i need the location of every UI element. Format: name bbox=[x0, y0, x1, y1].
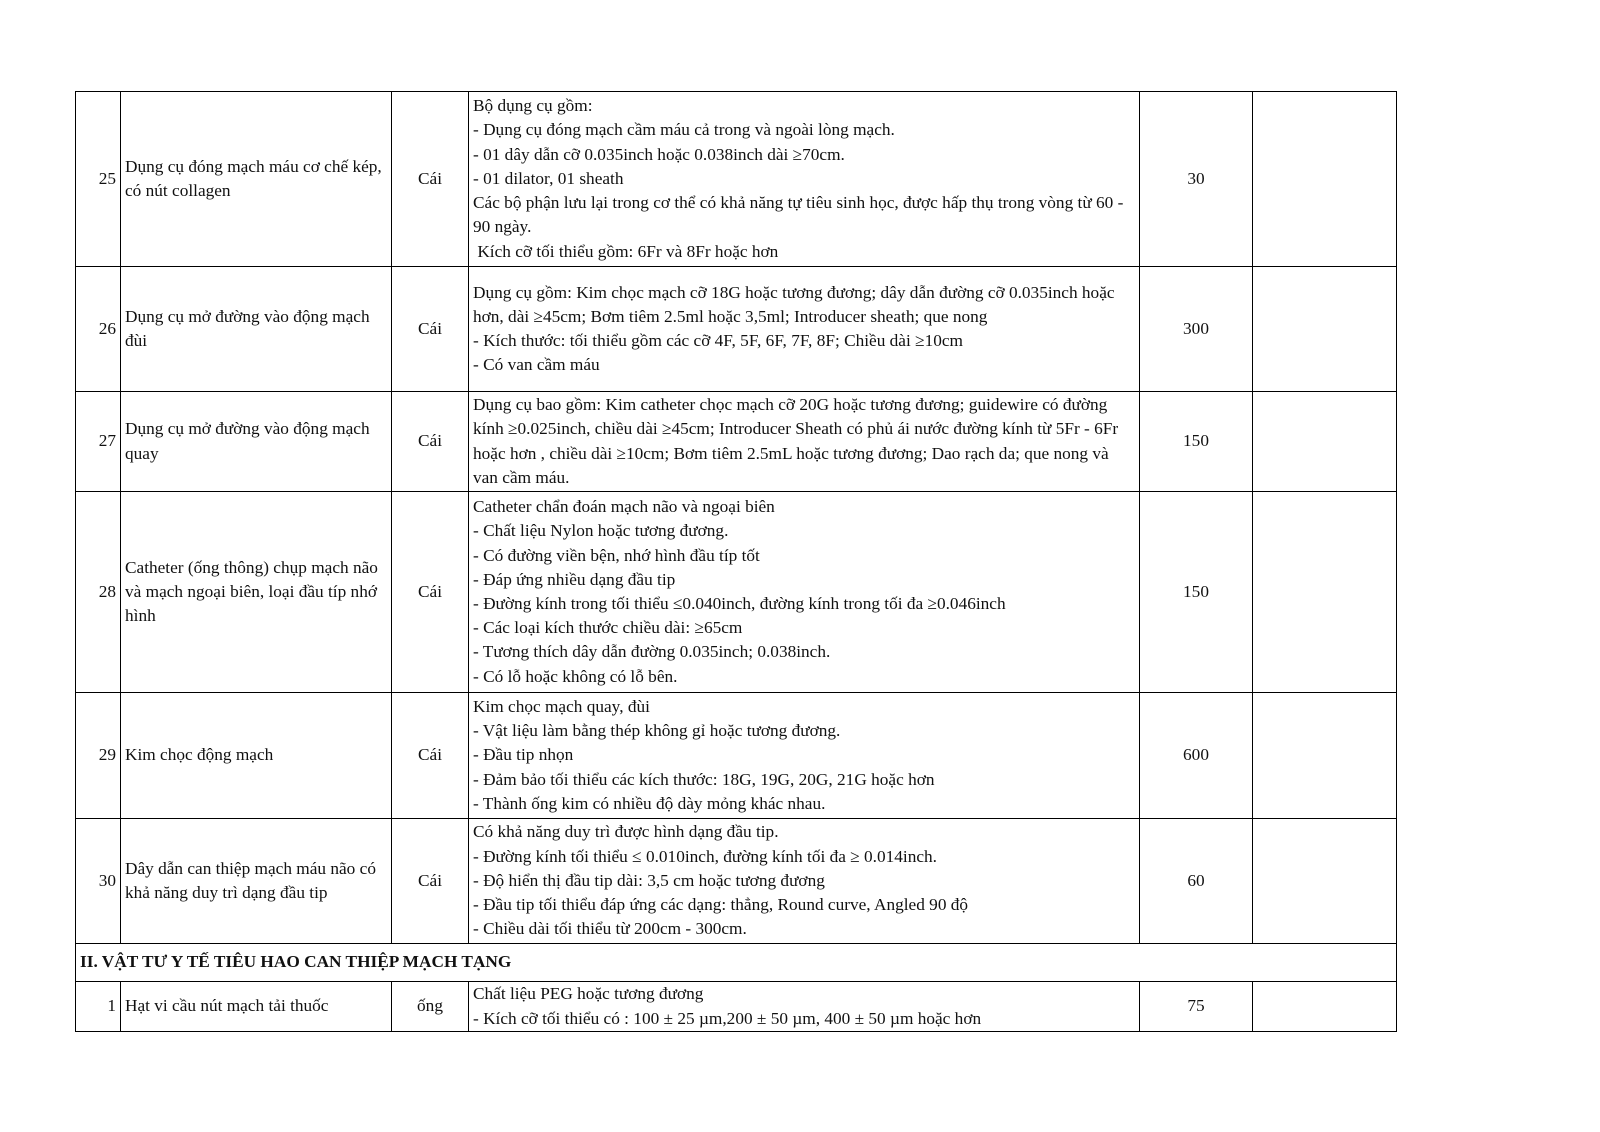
section-header-row bbox=[76, 944, 1397, 982]
item-note bbox=[1253, 982, 1397, 1032]
spec-line: - Đường kính trong tối thiểu ≤0.040inch, đường kính trong tối đa ≥0.046inch bbox=[473, 594, 1006, 613]
row-number: 26 bbox=[76, 267, 121, 392]
item-name: Hạt vi cầu nút mạch tải thuốc bbox=[121, 982, 392, 1032]
spec-line: - Đáp ứng nhiều dạng đầu tip bbox=[473, 569, 676, 589]
item-name: Catheter (ống thông) chụp mạch não và mạch ngoại biên, loại đầu típ nhớ hình bbox=[121, 492, 392, 693]
spec-line: Chất liệu PEG hoặc tương đương bbox=[473, 984, 704, 1004]
spec-line: - Dụng cụ đóng mạch cầm máu cả trong và ngoài lòng mạch. bbox=[473, 120, 895, 140]
item-specification bbox=[469, 492, 1140, 693]
spec-line: - Đầu tip nhọn bbox=[473, 745, 574, 765]
item-specification bbox=[469, 392, 1140, 492]
item-specification bbox=[469, 267, 1140, 392]
table-row bbox=[76, 392, 1397, 492]
spec-line: - Có van cầm máu bbox=[473, 355, 600, 375]
table-row bbox=[76, 982, 1397, 1032]
spec-line: Có khả năng duy trì được hình dạng đầu tip. bbox=[473, 822, 779, 842]
item-quantity: 300 bbox=[1140, 267, 1253, 392]
spec-line: - Độ hiển thị đầu tip dài: 3,5 cm hoặc tương đương bbox=[473, 870, 825, 890]
spec-line: Kích cỡ tối thiểu gồm: 6Fr và 8Fr hoặc hơn bbox=[473, 241, 779, 261]
spec-line: Các bộ phận lưu lại trong cơ thể có khả năng tự tiêu sinh học, được hấp thụ trong vòng từ 60 - 90 ngày. bbox=[473, 193, 1128, 237]
spec-line: - Đường kính tối thiểu ≤ 0.010inch, đường kính tối đa ≥ 0.014inch. bbox=[473, 846, 937, 866]
item-note bbox=[1253, 492, 1397, 693]
item-name: Dụng cụ mở đường vào động mạch đùi bbox=[121, 267, 392, 392]
spec-line: Catheter chẩn đoán mạch não và ngoại biên bbox=[473, 497, 775, 517]
row-number: 30 bbox=[76, 819, 121, 944]
item-quantity: 60 bbox=[1140, 819, 1253, 944]
item-unit: Cái bbox=[392, 267, 469, 392]
item-quantity: 30 bbox=[1140, 92, 1253, 267]
table-row bbox=[76, 92, 1397, 267]
spec-line: - Đầu tip tối thiểu đáp ứng các dạng: thẳng, Round curve, Angled 90 độ bbox=[473, 895, 969, 915]
table-row bbox=[76, 492, 1397, 693]
item-name: Dụng cụ đóng mạch máu cơ chế kép, có nút collagen bbox=[121, 92, 392, 267]
item-name: Dụng cụ mở đường vào động mạch quay bbox=[121, 392, 392, 492]
item-note bbox=[1253, 392, 1397, 492]
spec-line: - Tương thích dây dẫn đường 0.035inch; 0.038inch. bbox=[473, 642, 831, 662]
item-note bbox=[1253, 267, 1397, 392]
item-unit: Cái bbox=[392, 392, 469, 492]
section-title: II. VẬT TƯ Y TẾ TIÊU HAO CAN THIỆP MẠCH TẠNG bbox=[76, 944, 1397, 982]
spec-line: - Chiều dài tối thiểu từ 200cm - 300cm. bbox=[473, 919, 747, 939]
spec-line: Dụng cụ gồm: Kim chọc mạch cỡ 18G hoặc tương đương; dây dẫn đường cỡ 0.035inch hoặc hơn, dài ≥45cm; Bơm tiêm 2.5ml hoặc 3,5ml; Introducer sheath; que nong bbox=[473, 282, 1119, 326]
row-number: 25 bbox=[76, 92, 121, 267]
spec-line: - Các loại kích thước chiều dài: ≥65cm bbox=[473, 618, 743, 638]
item-specification bbox=[469, 693, 1140, 819]
item-quantity: 150 bbox=[1140, 492, 1253, 693]
spec-line: - Kích thước: tối thiểu gồm các cỡ 4F, 5F, 6F, 7F, 8F; Chiều dài ≥10cm bbox=[473, 331, 963, 350]
item-name: Kim chọc động mạch bbox=[121, 693, 392, 819]
spec-line: Dụng cụ bao gồm: Kim catheter chọc mạch cỡ 20G hoặc tương đương; guidewire có đường kính ≥0.025inch, chiều dài ≥45cm; Introducer Sheath có phủ ái nước đường kính từ 5Fr - 6Fr hoặc hơn , chiều dài ≥10cm; Bơm tiêm 2.5mL hoặc tương đương; Dao rạch da; que nong và van cầm máu. bbox=[473, 395, 1123, 487]
spec-line: - Vật liệu làm bằng thép không gỉ hoặc tương đương. bbox=[473, 721, 841, 741]
item-unit: ống bbox=[392, 982, 469, 1032]
item-specification bbox=[469, 819, 1140, 944]
item-unit: Cái bbox=[392, 693, 469, 819]
table-row bbox=[76, 693, 1397, 819]
item-quantity: 75 bbox=[1140, 982, 1253, 1032]
spec-line: - 01 dilator, 01 sheath bbox=[473, 168, 624, 188]
spec-line: - Có lỗ hoặc không có lỗ bên. bbox=[473, 666, 678, 686]
row-number: 28 bbox=[76, 492, 121, 693]
spec-line: - 01 dây dẫn cỡ 0.035inch hoặc 0.038inch dài ≥70cm. bbox=[473, 144, 845, 164]
spec-line: - Chất liệu Nylon hoặc tương đương. bbox=[473, 521, 729, 541]
row-number: 1 bbox=[76, 982, 121, 1032]
spec-line: Bộ dụng cụ gồm: bbox=[473, 96, 593, 116]
item-quantity: 150 bbox=[1140, 392, 1253, 492]
table-row bbox=[76, 267, 1397, 392]
spec-line: - Đảm bảo tối thiểu các kích thước: 18G, 19G, 20G, 21G hoặc hơn bbox=[473, 769, 935, 789]
table-row bbox=[76, 819, 1397, 944]
item-unit: Cái bbox=[392, 492, 469, 693]
equipment-table bbox=[75, 91, 1397, 1032]
spec-line: - Có đường viền bện, nhớ hình đầu típ tốt bbox=[473, 545, 760, 565]
item-unit: Cái bbox=[392, 92, 469, 267]
spec-line: Kim chọc mạch quay, đùi bbox=[473, 696, 650, 716]
row-number: 29 bbox=[76, 693, 121, 819]
item-note bbox=[1253, 819, 1397, 944]
item-note bbox=[1253, 693, 1397, 819]
item-name: Dây dẫn can thiệp mạch máu não có khả năng duy trì dạng đầu tip bbox=[121, 819, 392, 944]
item-specification bbox=[469, 982, 1140, 1032]
spec-line: - Kích cỡ tối thiểu có : 100 ± 25 µm,200 ± 50 µm, 400 ± 50 µm hoặc hơn bbox=[473, 1008, 982, 1028]
item-note bbox=[1253, 92, 1397, 267]
row-number: 27 bbox=[76, 392, 121, 492]
spec-line: - Thành ống kim có nhiều độ dày mỏng khác nhau. bbox=[473, 793, 826, 813]
item-specification bbox=[469, 92, 1140, 267]
item-quantity: 600 bbox=[1140, 693, 1253, 819]
item-unit: Cái bbox=[392, 819, 469, 944]
